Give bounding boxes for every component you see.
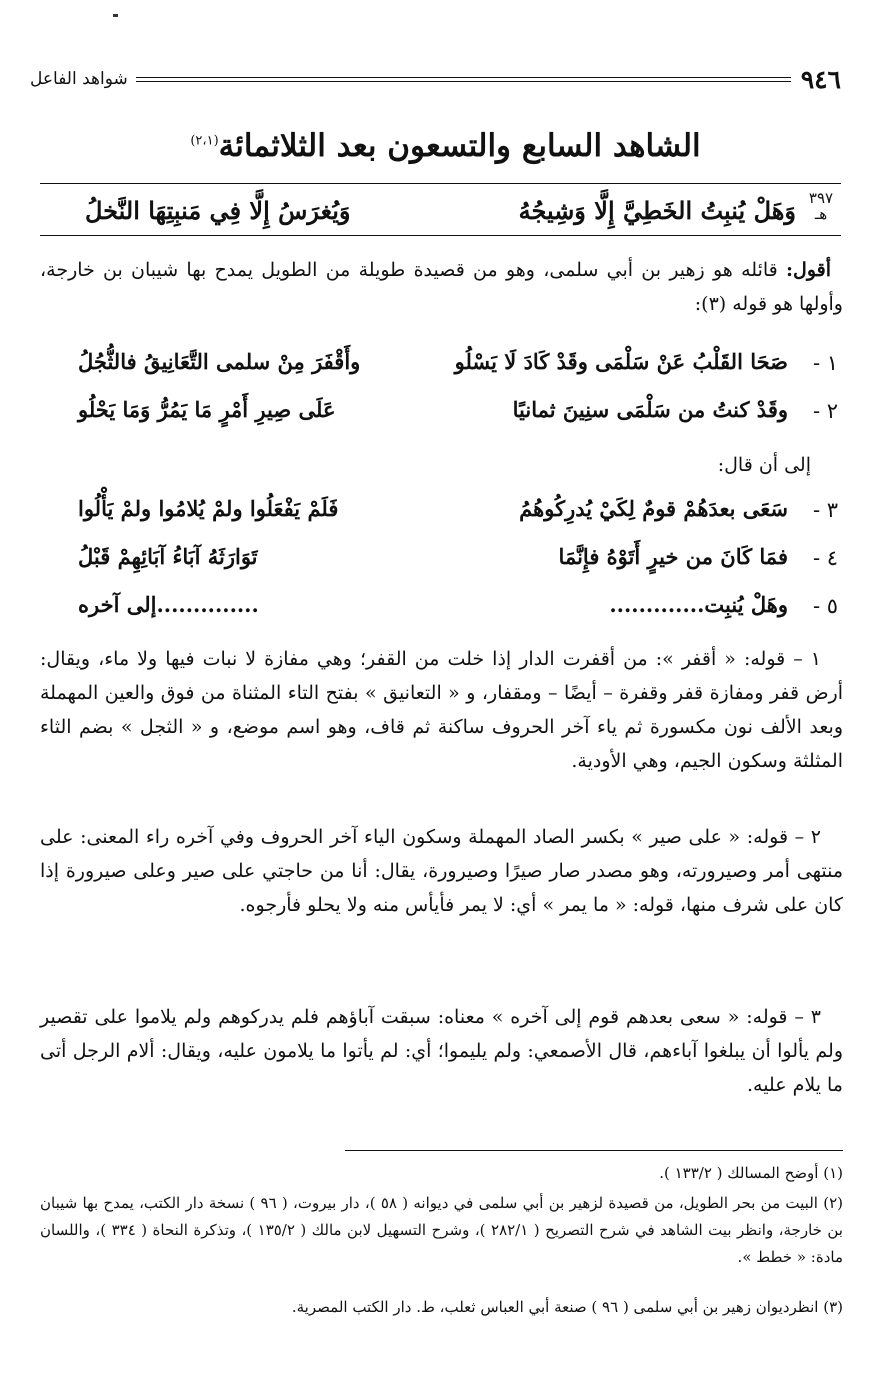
intro-label: أقول: — [786, 259, 831, 281]
footnote: (١) أوضح المسالك ( ١٣٣/٢ ). — [659, 1164, 843, 1182]
verse-row-right: سَعَى بعدَهُمْ قومٌ لِكَيْ يُدرِكُوهُمُ — [519, 496, 788, 521]
page-number: ٩٤٦ — [800, 64, 841, 94]
verse-row-number: ١ - — [812, 351, 838, 375]
commentary-text: ٢ – قوله: « على صير » بكسر الصاد المهملة وسكون الياء آخر الحروف وفي آخره راء المعنى: على منتهى أمر وصيرورته، وهو مصدر صار صيرًا وصيرورة، يقال: أنا من حاجتي على صير وعلى صيرورة إذا كان على شرف منها، قوله: « ما يمر » أي: لا يمر فأيأس منه ولا يحلو فأرجوه. — [40, 826, 843, 916]
verse-row — [40, 588, 843, 628]
verse-number — [796, 190, 846, 222]
footnote-rule — [345, 1150, 843, 1151]
commentary-text: ١ – قوله: « أقفر »: من أقفرت الدار إذا خلت من القفر؛ وهي مفازة لا نبات فيها ولا ماء، ويقال: أرض قفر ومفازة قفر وقفرة – أيضًا – ومقفار، و « التعانيق » بفتح التاء المثناة من فوق والعين المهملة وبعد الألف نون مكسورة ثم ياء آخر الحروف ساكنة ثم قاف، وهو اسم موضع، و « الثجل » بضم الثاء المثلثة وسكون الجيم، وهي الأودية. — [40, 648, 844, 772]
footnote: (٢) البيت من بحر الطويل، من قصيدة لزهير بن أبي سلمى في ديوانه ( ٥٨ )، دار بيروت، ( ٩٦ ) نسخة دار الكتب، يمدح بها شيبان بن خارجة، وانظر بيت الشاهد في شرح التصريح ( ٢٨٢/١ )، وشرح التسهيل لابن مالك ( ١٣٥/٢ )، وتذكرة النحاة ( ٣٣٤ )، واللسان مادة: « خطط ». — [40, 1194, 843, 1266]
header-rule — [136, 77, 791, 82]
verse-row-right: صَحَا القَلْبُ عَنْ سَلْمَى وقَدْ كَادَ لَا يَسْلُو — [454, 349, 788, 374]
verse-row-left: تَوَارَثَهُ آبَاءُ آبَائِهِمْ قَبْلُ — [78, 544, 258, 569]
commentary-text: ٣ – قوله: « سعى بعدهم قوم إلى آخره » معناه: سبقت آباؤهم فلم يدركوهم ولم يلاموا على تقصير ولم يألوا أن يبلغوا آباءهم، قال الأصمعي: ولم يليموا؛ أي: لم يأتوا ما يلامون عليه، ويقال: ألام الرجل أتى ما يلام عليه. — [40, 1006, 843, 1096]
verse-bottom-rule — [40, 235, 841, 236]
verse-row — [40, 492, 843, 532]
verse-row-number: ٤ - — [812, 546, 838, 570]
verse-row-number: ٥ - — [812, 594, 838, 618]
verse-row-left: ..............إلى آخره — [78, 592, 259, 617]
verse-row-left: وأَقْفَرَ مِنْ سلمى التَّعَانِيقُ فالثُّجُلُ — [78, 349, 361, 374]
title-note: (٢،١) — [190, 133, 219, 149]
verse-row — [40, 393, 843, 433]
verse-row-right: وقَدْ كنتُ من سَلْمَى سنِينَ ثمانيًا — [512, 397, 788, 422]
commentary-paragraph — [40, 1000, 843, 1102]
page-header — [30, 64, 841, 94]
verse-row-number: ٢ - — [812, 399, 838, 423]
verse-top-rule — [40, 183, 841, 184]
main-verse-right: وَهَلْ يُنبِتُ الخَطِيَّ إِلَّا وَشِيجُهُ — [518, 196, 796, 225]
main-verse-left: وَيُغرَسُ إِلَّا فِي مَنبِتِهَا النَّخلُ — [85, 196, 351, 225]
verse-row-left: فَلَمْ يَفْعَلُوا ولمْ يُلامُوا ولمْ يَأْلُوا — [78, 496, 339, 521]
intro-text: قائله هو زهير بن أبي سلمى، وهو من قصيدة طويلة من الطويل يمدح بها شيبان بن خارجة، وأولها هو قوله (٣): — [40, 259, 843, 315]
verse-row-left: عَلَى صِيرِ أَمْرٍ مَا يَمُرُّ وَمَا يَحْلُو — [78, 397, 336, 422]
verse-row — [40, 345, 843, 385]
commentary-paragraph — [40, 820, 843, 922]
verse-row-number: ٣ - — [812, 498, 838, 522]
verse-row-right: وهَلْ يُنبِت............. — [609, 592, 788, 617]
title-text: الشاهد السابع والتسعون بعد الثلاثمائة — [218, 128, 701, 164]
verse-number-marker: هـ — [814, 205, 828, 223]
footnote: (٣) انظرديوان زهير بن أبي سلمى ( ٩٦ ) صنعة أبي العباس ثعلب، ط. دار الكتب المصرية. — [291, 1298, 843, 1316]
scan-mark — [113, 14, 118, 17]
verse-row-right: فمَا كَانَ من خيرٍ أَتَوْهُ فإِنَّمَا — [558, 544, 788, 569]
running-head: شواهد الفاعل — [30, 69, 128, 89]
verse-row — [40, 540, 843, 580]
section-title — [0, 128, 891, 164]
commentary-paragraph — [40, 642, 843, 778]
intro-paragraph — [40, 253, 843, 321]
until-line: إلى أن قال: — [717, 454, 811, 476]
verse-number-digits: ٣٩٧ — [808, 189, 834, 207]
